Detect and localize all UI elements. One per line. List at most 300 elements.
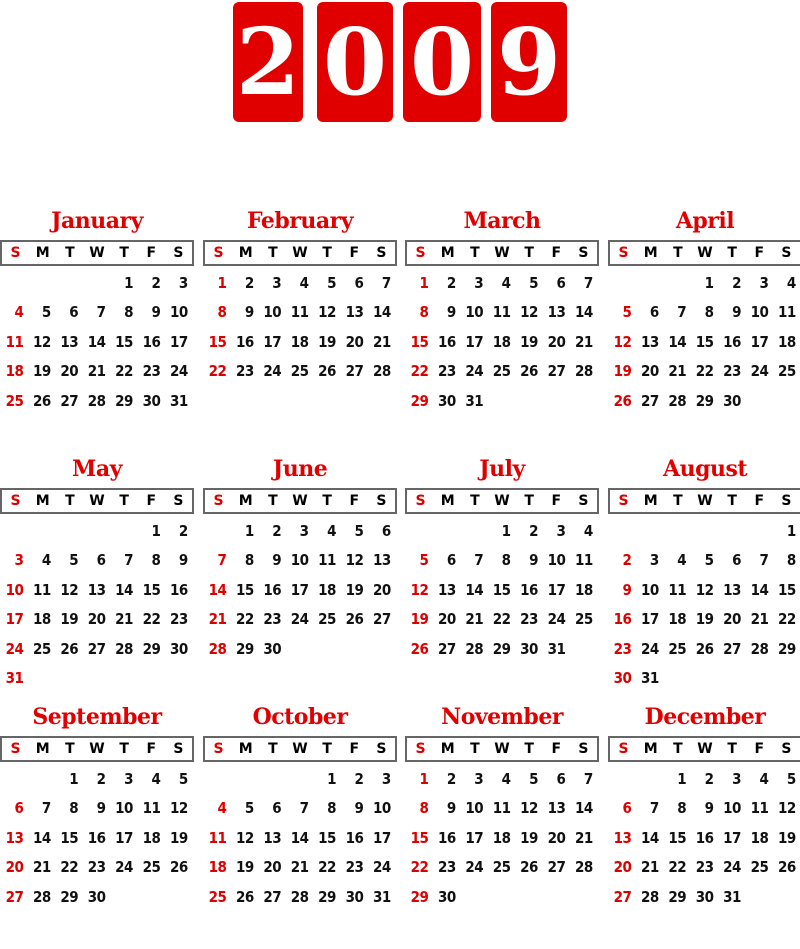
day-cell <box>745 883 772 912</box>
weekday-label: T <box>268 245 278 261</box>
day-cell: 18 <box>777 332 796 351</box>
weekday-label: T <box>119 245 129 261</box>
month-title: May <box>72 456 122 482</box>
day-cell: 5 <box>786 770 796 788</box>
day-cell <box>230 765 257 794</box>
day-cell: 30 <box>142 391 161 410</box>
days-grid <box>203 765 397 912</box>
day-cell: 27 <box>723 639 741 658</box>
week-row <box>405 328 599 357</box>
weekday-label: S <box>173 741 184 757</box>
day-cell: 17 <box>290 580 309 599</box>
day-cell: 3 <box>124 770 133 788</box>
day-cell: 23 <box>695 858 714 877</box>
days-grid <box>0 765 194 912</box>
day-cell: 28 <box>750 639 769 658</box>
day-cell: 8 <box>419 303 429 322</box>
day-cell: 7 <box>381 274 391 292</box>
day-cell: 13 <box>613 828 632 847</box>
day-cell: 14 <box>574 799 593 818</box>
day-cell: 20 <box>547 828 566 847</box>
day-cell <box>487 883 514 912</box>
week-row <box>405 517 599 546</box>
day-cell: 28 <box>574 858 593 877</box>
day-cell: 6 <box>556 770 566 788</box>
day-cell <box>460 517 487 546</box>
day-cell: 24 <box>115 858 133 877</box>
day-cell: 28 <box>115 639 133 658</box>
day-cell: 24 <box>547 610 566 629</box>
day-cell <box>772 387 799 416</box>
weekday-label: W <box>89 741 105 757</box>
day-cell: 2 <box>732 274 741 292</box>
day-cell: 21 <box>372 332 391 351</box>
days-grid <box>405 517 599 664</box>
day-cell: 27 <box>547 362 566 381</box>
day-cell: 19 <box>520 828 538 847</box>
weekday-label: T <box>673 493 683 509</box>
day-cell: 22 <box>318 858 336 877</box>
day-cell: 18 <box>574 580 593 599</box>
day-cell: 22 <box>208 362 227 381</box>
day-cell: 30 <box>87 887 106 906</box>
week-row <box>0 635 194 664</box>
weekday-label: F <box>146 245 157 261</box>
week-row <box>608 576 800 605</box>
weekday-label: T <box>524 493 534 509</box>
week-row <box>608 357 800 386</box>
day-cell: 19 <box>345 580 364 599</box>
day-cell <box>110 883 137 912</box>
weekday-label: T <box>322 493 332 509</box>
day-cell: 22 <box>410 362 429 381</box>
day-cell: 12 <box>520 303 538 322</box>
day-cell <box>164 664 191 693</box>
weekday-label: W <box>697 493 713 509</box>
day-cell: 18 <box>318 580 336 599</box>
day-cell: 1 <box>786 522 796 540</box>
weekday-label: W <box>697 741 713 757</box>
week-row <box>203 517 397 546</box>
week-row <box>608 605 800 634</box>
day-cell: 16 <box>263 580 282 599</box>
weekday-label: W <box>89 245 105 261</box>
weekday-label: T <box>322 741 332 757</box>
day-cell: 9 <box>96 799 106 818</box>
week-row <box>0 269 194 298</box>
day-cell: 6 <box>96 551 106 570</box>
day-cell: 7 <box>96 303 106 322</box>
day-cell: 5 <box>178 770 188 788</box>
day-cell: 11 <box>290 303 309 322</box>
day-cell: 10 <box>723 799 741 818</box>
day-cell: 26 <box>169 858 188 877</box>
day-cell: 19 <box>613 362 632 381</box>
day-cell: 28 <box>668 391 687 410</box>
weekday-label: T <box>65 493 75 509</box>
day-cell <box>0 765 27 794</box>
week-row <box>203 357 397 386</box>
day-cell: 7 <box>583 274 593 292</box>
day-cell: 3 <box>649 551 659 570</box>
day-cell: 27 <box>641 391 659 410</box>
day-cell: 9 <box>354 799 364 818</box>
day-cell: 30 <box>520 639 538 658</box>
day-cell: 14 <box>668 332 687 351</box>
day-cell: 25 <box>142 858 161 877</box>
day-cell: 17 <box>263 332 282 351</box>
day-cell: 27 <box>547 858 566 877</box>
day-cell: 5 <box>529 770 538 788</box>
day-cell: 28 <box>372 362 391 381</box>
day-cell: 15 <box>318 828 336 847</box>
month-august <box>608 453 800 701</box>
day-cell: 31 <box>641 668 659 687</box>
day-cell: 1 <box>419 274 429 292</box>
day-cell <box>635 517 662 546</box>
day-cell: 11 <box>492 799 511 818</box>
year-header <box>233 2 569 122</box>
day-cell <box>82 269 109 298</box>
week-row <box>608 765 800 794</box>
week-row <box>0 328 194 357</box>
day-cell: 4 <box>759 770 769 788</box>
week-row <box>0 605 194 634</box>
day-cell <box>745 517 772 546</box>
day-cell: 11 <box>142 799 161 818</box>
day-cell: 16 <box>87 828 106 847</box>
day-cell: 26 <box>236 887 254 906</box>
day-cell: 15 <box>410 828 429 847</box>
day-cell: 22 <box>236 610 254 629</box>
day-cell <box>690 664 717 693</box>
day-cell: 30 <box>169 639 188 658</box>
day-cell <box>0 269 27 298</box>
day-cell <box>608 765 635 794</box>
weekday-label: S <box>376 741 387 757</box>
day-cell: 27 <box>613 887 632 906</box>
month-title: January <box>51 208 143 234</box>
weekday-label: S <box>618 741 629 757</box>
month-title: July <box>479 456 525 482</box>
day-cell: 12 <box>410 580 429 599</box>
weekday-label: T <box>470 741 480 757</box>
day-cell: 8 <box>501 551 511 570</box>
weekday-label: M <box>238 741 253 757</box>
day-cell: 8 <box>244 551 254 570</box>
day-cell: 24 <box>263 362 282 381</box>
day-cell: 30 <box>723 391 741 410</box>
day-cell: 21 <box>668 362 687 381</box>
day-cell: 10 <box>750 303 769 322</box>
day-cell: 8 <box>151 551 161 570</box>
weekday-label: F <box>754 245 765 261</box>
weekday-label: S <box>213 245 224 261</box>
week-row <box>608 853 800 882</box>
week-row <box>0 824 194 853</box>
day-cell: 20 <box>723 610 741 629</box>
day-cell: 15 <box>236 580 254 599</box>
day-cell: 8 <box>786 551 796 570</box>
day-cell: 14 <box>574 303 593 322</box>
day-cell: 19 <box>33 362 51 381</box>
weekday-label: T <box>268 493 278 509</box>
day-cell: 24 <box>169 362 188 381</box>
weekday-label: M <box>643 741 658 757</box>
day-cell: 3 <box>474 770 484 788</box>
weekday-label: W <box>292 493 308 509</box>
day-cell: 12 <box>169 799 188 818</box>
day-cell: 13 <box>5 828 24 847</box>
day-cell: 17 <box>372 828 391 847</box>
day-cell: 16 <box>142 332 161 351</box>
day-cell: 3 <box>474 274 484 292</box>
day-cell: 23 <box>169 610 188 629</box>
day-cell: 19 <box>169 828 188 847</box>
day-cell: 15 <box>695 332 714 351</box>
week-row <box>203 298 397 327</box>
day-cell: 29 <box>142 639 161 658</box>
day-cell: 23 <box>438 362 456 381</box>
weekday-label: F <box>754 493 765 509</box>
day-cell: 29 <box>777 639 796 658</box>
day-cell: 23 <box>520 610 538 629</box>
days-grid <box>405 269 599 416</box>
weekday-label: W <box>494 741 510 757</box>
day-cell: 4 <box>41 551 51 570</box>
day-cell: 2 <box>244 274 254 292</box>
weekday-header <box>608 240 800 266</box>
week-row <box>0 298 194 327</box>
day-cell <box>82 664 109 693</box>
day-cell: 20 <box>438 610 456 629</box>
day-cell: 28 <box>465 639 484 658</box>
day-cell: 10 <box>641 580 659 599</box>
day-cell <box>164 883 191 912</box>
day-cell: 25 <box>208 887 227 906</box>
day-cell: 24 <box>465 858 484 877</box>
day-cell: 10 <box>115 799 133 818</box>
week-row <box>608 546 800 575</box>
day-cell: 7 <box>759 551 769 570</box>
day-cell: 10 <box>547 551 566 570</box>
weekday-label: M <box>440 245 455 261</box>
day-cell: 12 <box>318 303 336 322</box>
day-cell <box>718 517 745 546</box>
weekday-label: M <box>238 245 253 261</box>
day-cell: 5 <box>622 303 632 322</box>
day-cell <box>0 517 27 546</box>
day-cell: 23 <box>263 610 282 629</box>
day-cell: 8 <box>217 303 227 322</box>
weekday-label: S <box>376 493 387 509</box>
day-cell: 27 <box>263 887 282 906</box>
day-cell: 28 <box>87 391 106 410</box>
day-cell: 23 <box>87 858 106 877</box>
day-cell: 4 <box>327 522 336 540</box>
day-cell: 3 <box>556 522 566 540</box>
week-row <box>203 765 397 794</box>
day-cell: 9 <box>446 799 456 818</box>
week-row <box>405 298 599 327</box>
day-cell: 4 <box>151 770 161 788</box>
day-cell: 25 <box>668 639 687 658</box>
month-july <box>405 453 599 701</box>
day-cell: 14 <box>115 580 133 599</box>
day-cell: 20 <box>87 610 106 629</box>
day-cell: 29 <box>60 887 79 906</box>
day-cell: 15 <box>668 828 687 847</box>
day-cell: 14 <box>33 828 51 847</box>
day-cell: 20 <box>372 580 391 599</box>
day-cell: 19 <box>318 332 336 351</box>
day-cell <box>367 635 394 664</box>
day-cell: 9 <box>446 303 456 322</box>
day-cell: 15 <box>60 828 79 847</box>
week-row <box>0 794 194 823</box>
week-row <box>203 883 397 912</box>
day-cell <box>55 664 82 693</box>
weekday-label: T <box>673 245 683 261</box>
day-cell: 10 <box>465 799 484 818</box>
weekday-label: M <box>440 741 455 757</box>
day-cell: 17 <box>723 828 741 847</box>
day-cell: 16 <box>613 610 632 629</box>
day-cell <box>487 387 514 416</box>
day-cell: 24 <box>290 610 309 629</box>
week-row <box>608 298 800 327</box>
day-cell: 5 <box>704 551 714 570</box>
weekday-header <box>608 736 800 762</box>
day-cell: 8 <box>677 799 687 818</box>
day-cell: 20 <box>641 362 659 381</box>
weekday-label: M <box>35 741 50 757</box>
day-cell: 30 <box>695 887 714 906</box>
day-cell: 18 <box>208 858 227 877</box>
weekday-header <box>405 736 599 762</box>
day-cell: 11 <box>208 828 227 847</box>
weekday-label: M <box>643 245 658 261</box>
day-cell: 5 <box>327 274 336 292</box>
weekday-label: T <box>322 245 332 261</box>
days-grid <box>405 765 599 912</box>
day-cell: 27 <box>60 391 79 410</box>
day-cell: 11 <box>5 332 24 351</box>
day-cell: 6 <box>732 551 741 570</box>
day-cell: 5 <box>529 274 538 292</box>
day-cell <box>745 387 772 416</box>
day-cell <box>137 664 164 693</box>
day-cell: 7 <box>124 551 133 570</box>
day-cell: 21 <box>465 610 484 629</box>
week-row <box>608 517 800 546</box>
day-cell <box>569 635 596 664</box>
month-title: August <box>663 456 747 482</box>
weekday-label: S <box>578 741 589 757</box>
day-cell: 20 <box>263 858 282 877</box>
day-cell: 13 <box>345 303 364 322</box>
week-row <box>0 357 194 386</box>
day-cell: 17 <box>465 828 484 847</box>
week-row <box>608 794 800 823</box>
day-cell <box>772 664 799 693</box>
weekday-label: S <box>415 741 426 757</box>
day-cell: 4 <box>786 274 796 292</box>
day-cell: 29 <box>318 887 336 906</box>
day-cell: 25 <box>33 639 51 658</box>
day-cell: 1 <box>244 522 254 540</box>
weekday-label: S <box>10 493 21 509</box>
day-cell: 27 <box>345 362 364 381</box>
month-september <box>0 701 194 949</box>
day-cell: 10 <box>263 303 282 322</box>
day-cell: 24 <box>5 639 24 658</box>
weekday-header <box>0 240 194 266</box>
month-november <box>405 701 599 949</box>
weekday-label: M <box>643 493 658 509</box>
day-cell <box>635 765 662 794</box>
day-cell <box>515 387 542 416</box>
day-cell: 24 <box>641 639 659 658</box>
day-cell: 8 <box>419 799 429 818</box>
month-title: June <box>272 456 328 482</box>
week-row <box>0 387 194 416</box>
day-cell: 3 <box>299 522 309 540</box>
day-cell: 19 <box>60 610 79 629</box>
day-cell: 13 <box>263 828 282 847</box>
week-row <box>405 883 599 912</box>
day-cell <box>340 635 367 664</box>
day-cell: 20 <box>345 332 364 351</box>
day-cell <box>203 765 230 794</box>
weekday-label: S <box>10 741 21 757</box>
week-row <box>203 794 397 823</box>
day-cell: 1 <box>151 522 161 540</box>
weekday-label: T <box>470 493 480 509</box>
day-cell: 16 <box>438 332 456 351</box>
day-cell: 27 <box>87 639 106 658</box>
day-cell: 7 <box>677 303 687 322</box>
day-cell: 16 <box>169 580 188 599</box>
day-cell: 16 <box>520 580 538 599</box>
weekday-label: F <box>146 493 157 509</box>
week-row <box>0 546 194 575</box>
weekday-label: S <box>618 245 629 261</box>
day-cell: 23 <box>438 858 456 877</box>
week-row <box>608 328 800 357</box>
day-cell: 27 <box>438 639 456 658</box>
day-cell: 26 <box>777 858 796 877</box>
day-cell: 30 <box>613 668 632 687</box>
week-row <box>405 765 599 794</box>
day-cell: 6 <box>69 303 79 322</box>
day-cell: 20 <box>60 362 79 381</box>
day-cell <box>542 387 569 416</box>
day-cell: 6 <box>14 799 24 818</box>
weekday-label: F <box>754 741 765 757</box>
day-cell: 8 <box>704 303 714 322</box>
day-cell: 24 <box>372 858 391 877</box>
week-row <box>405 605 599 634</box>
day-cell: 16 <box>236 332 254 351</box>
weekday-label: T <box>727 493 737 509</box>
day-cell: 30 <box>263 639 282 658</box>
day-cell: 28 <box>290 887 309 906</box>
day-cell: 19 <box>410 610 429 629</box>
weekday-label: F <box>551 741 562 757</box>
day-cell: 10 <box>5 580 24 599</box>
day-cell: 29 <box>668 887 687 906</box>
